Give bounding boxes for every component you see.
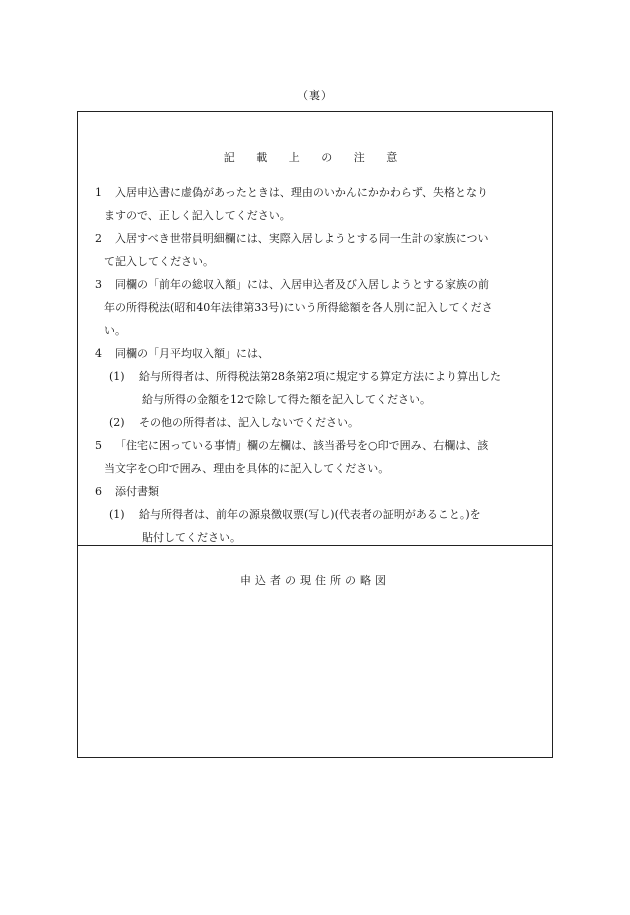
note-item-3 [95, 273, 540, 342]
note-text: 入居申込書に虚偽があったときは、理由のいかんにかかわらず、失格となり [115, 186, 489, 199]
sub-item [95, 365, 540, 388]
note-text: て記入してください。 [104, 255, 214, 268]
sub-item-number: (1) [109, 508, 125, 521]
notes-list [95, 181, 540, 549]
page-side-label: （裏） [297, 89, 333, 102]
sub-item [95, 411, 540, 434]
sub-item-text: その他の所得者は、記入しないでください。 [139, 416, 359, 429]
section-divider [78, 545, 552, 546]
sub-item-text: 貼付してください。 [142, 531, 241, 544]
note-text: 同欄の「月平均収入額」には、 [115, 347, 269, 360]
sub-item-text: 給与所得者は、前年の源泉徴収票(写し)(代表者の証明があること。)を [139, 508, 481, 521]
note-text: 年の所得税法(昭和40年法律第33号)にいう所得総額を各人別に記入してくださ [104, 301, 493, 314]
note-text: 同欄の「前年の総収入額」には、入居申込者及び入居しようとする家族の前 [115, 278, 489, 291]
note-item-2 [95, 227, 540, 273]
sub-item-text: 給与所得の金額を12で除して得た額を記入してください。 [142, 393, 431, 406]
sub-item [95, 503, 540, 526]
sub-item-number: (1) [109, 370, 125, 383]
note-item-1 [95, 181, 540, 227]
note-text: 当文字を○印で囲み、理由を具体的に記入してください。 [104, 462, 390, 475]
note-text: ますので、正しく記入してください。 [104, 209, 291, 222]
form-frame [77, 111, 553, 758]
note-number: 4 [95, 347, 102, 360]
notes-title: 記 載 上 の 注 意 [223, 151, 407, 164]
note-number: 3 [95, 278, 102, 291]
note-text: 入居すべき世帯員明細欄には、実際入居しようとする同一生計の家族につい [115, 232, 489, 245]
sub-item-number: (2) [109, 416, 125, 429]
note-number: 6 [95, 485, 102, 498]
note-item-6 [95, 480, 540, 549]
note-number: 5 [95, 439, 102, 452]
note-item-5 [95, 434, 540, 480]
note-text: 「住宅に困っている事情」欄の左欄は、該当番号を○印で囲み、右欄は、該 [115, 439, 489, 452]
note-text: い。 [104, 324, 126, 337]
note-number: 2 [95, 232, 102, 245]
note-number: 1 [95, 186, 102, 199]
map-section-title: 申込者の現住所の略図 [240, 574, 390, 587]
map-drawing-area[interactable] [78, 597, 552, 757]
note-item-4 [95, 342, 540, 434]
note-text: 添付書類 [115, 485, 159, 498]
sub-item-text: 給与所得者は、所得税法第28条第2項に規定する算定方法により算出した [139, 370, 501, 383]
